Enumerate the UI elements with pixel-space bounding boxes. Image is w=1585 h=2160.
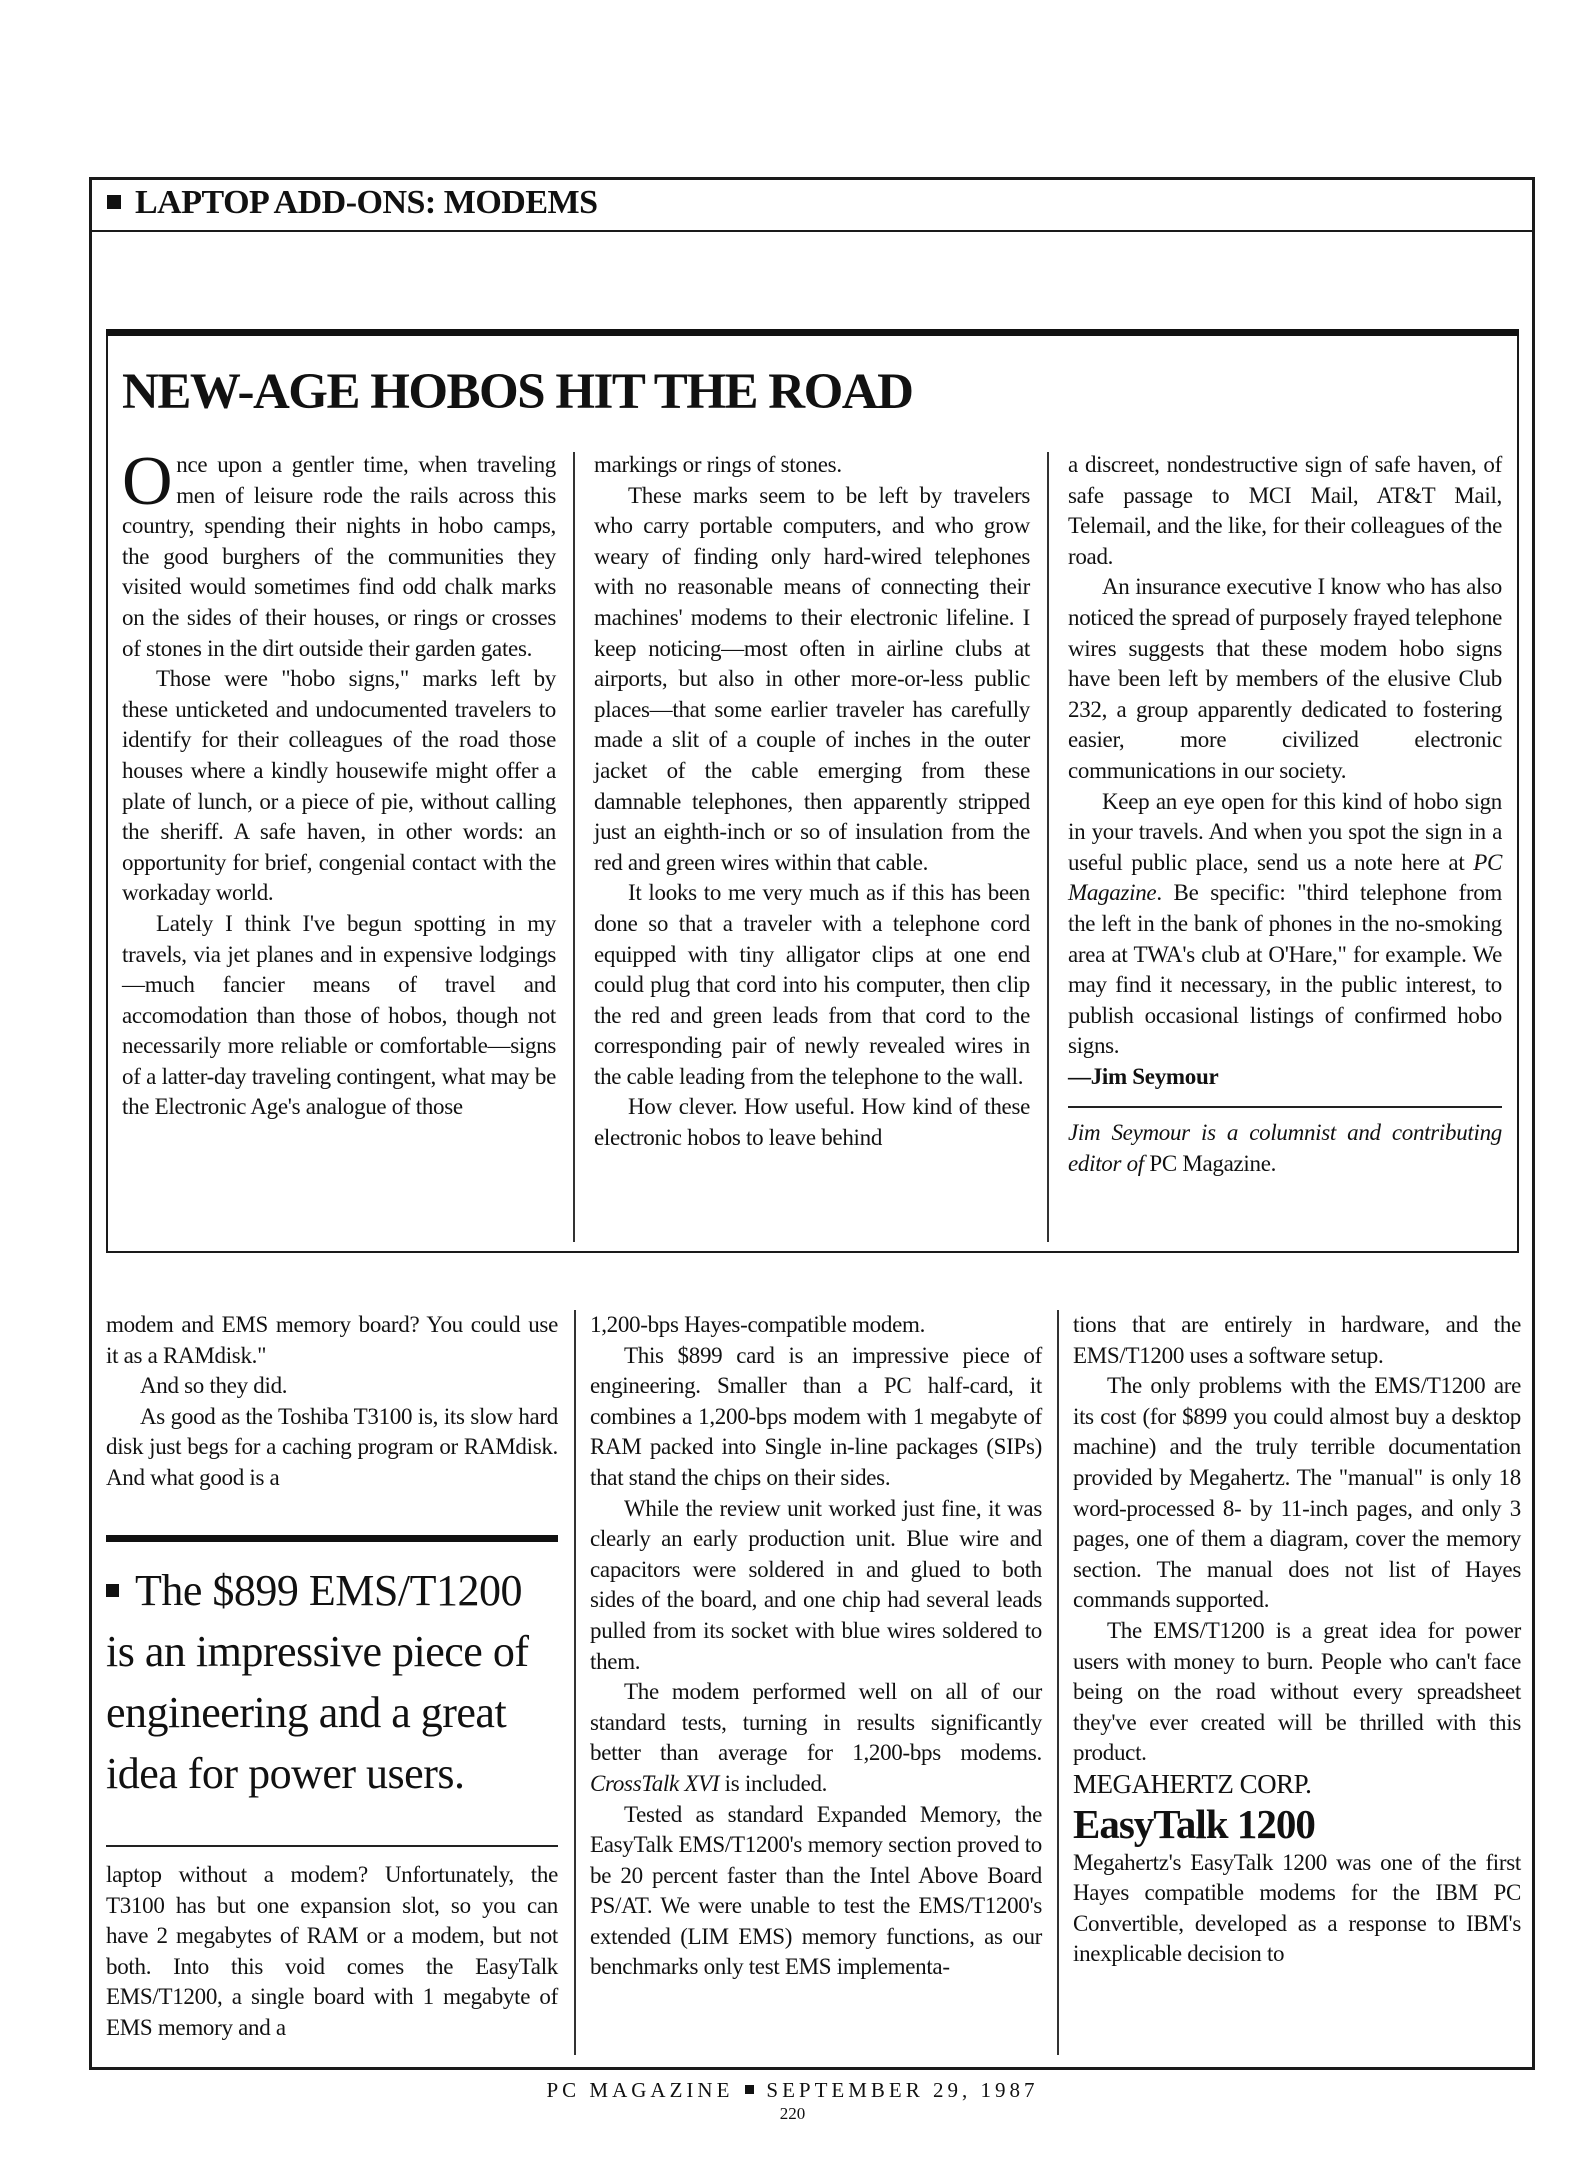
pullquote-bottom-rule: [106, 1845, 558, 1847]
pullquote-rule: [106, 1535, 558, 1542]
paragraph-text: The modem performed well on all of our standard tests, turning in results significantly better than average for 1,200-bps modems.: [590, 1679, 1042, 1766]
company-name: MEGAHERTZ CORP.: [1073, 1768, 1312, 1799]
article-paragraph: modem and EMS memory board? You could use it as a RAMdisk.": [106, 1312, 558, 1368]
sidebar-paragraph: [1068, 787, 1502, 1062]
sidebar-paragraph: markings or rings of stones.: [594, 452, 842, 477]
column-divider: [1047, 452, 1049, 1242]
paragraph-text: Keep an eye open for this kind of hobo sign in your travels. And when you spot the sign in a useful public place, send us a note here at: [1068, 788, 1502, 875]
sidebar-column-2: [594, 450, 1030, 1154]
sidebar-paragraph: These marks seem to be left by travelers who carry portable computers, and who grow weary of finding only hard-wired telephones with no reasonable means of connecting their machines' modems to their electronic lifeline. I keep noticing—most often in airline clubs at airports, but also in other more-or-less public places—that some earlier traveler has carefully made a slit of a couple of inches in the outer jacket of the cable emerging from these damnable telephones, then apparently stripped just an eighth-inch or so of insulation from the red and green wires within that cable.: [594, 482, 1030, 875]
article-paragraph: tions that are entirely in hardware, and the EMS/T1200 uses a software setup.: [1073, 1312, 1521, 1368]
sidebar-paragraph: a discreet, nondestructive sign of safe haven, of safe passage to MCI Mail, AT&T Mail, Telemail, and the like, for their colleagues of the road.: [1068, 452, 1502, 569]
dropcap: O: [122, 443, 173, 520]
sidebar-paragraph: How clever. How useful. How kind of these electronic hobos to leave behind: [594, 1094, 1030, 1151]
article-paragraph: Megahertz's EasyTalk 1200 was one of the first Hayes compatible modems for the IBM PC Convertible, developed as a response to IBM's inexplicable decision to: [1073, 1849, 1521, 1967]
section-title: LAPTOP ADD-ONS: MODEMS: [135, 184, 598, 221]
article-paragraph: laptop without a modem? Unfortunately, the T3100 has but one expansion slot, so you can have 2 megabytes of RAM or a modem, but not both. Into this void comes the EasyTalk EMS/T1200, a single board with 1 megabyte of EMS memory and a: [106, 1862, 558, 2040]
column-divider: [574, 1310, 576, 2055]
sidebar-paragraph: An insurance executive I know who has also noticed the spread of purposely frayed telephone wires suggests that these modem hobo signs have been left by members of the elusive Club 232, a group apparently dedicated to fostering easier, more civilized electronic communications in our society.: [1068, 574, 1502, 783]
sidebar-top-rule: [106, 329, 1519, 336]
author-signature: —Jim Seymour: [1068, 1063, 1219, 1089]
bio-text: Jim Seymour is a columnist and contributing editor of: [1068, 1120, 1502, 1177]
sidebar-title: NEW-AGE HOBOS HIT THE ROAD: [122, 364, 913, 420]
paragraph-text: nce upon a gentler time, when traveling men of leisure rode the rails across this country, spending their nights in hobo camps, the good burghers of the communities they visited would sometimes find odd chalk marks on the sides of their houses, or rings or crosses of stones in the dirt outside their garden gates.: [122, 452, 556, 661]
author-bio: [1068, 1118, 1502, 1179]
sidebar-paragraph: Those were "hobo signs," marks left by these unticketed and undocumented travelers to identify for their colleagues of the road those houses where a kindly housewife might offer a plate of lunch, or a piece of pie, without calling the sheriff. A safe haven, in other words: an opportunity for brief, congenial contact with the workaday world.: [122, 666, 556, 906]
page-number: 220: [779, 2104, 806, 2123]
article-paragraph: And so they did.: [140, 1373, 288, 1399]
pullquote-text: The $899 EMS/T1200 is an impressive piece of engineering and a great idea for power users.: [106, 1566, 529, 1798]
sidebar-column-1: [122, 443, 556, 1123]
article-paragraph: [590, 1677, 1042, 1799]
sidebar-paragraph: [122, 443, 556, 664]
sidebar-paragraph: It looks to me very much as if this has been done so that a traveler with a telephone cord equipped with tiny alligator clips at one end could plug that cord into his computer, then clip the red and green leads from that cord to the corresponding pair of newly revealed wires in the cable leading from the telephone to the wall.: [594, 880, 1030, 1089]
paragraph-text: is included.: [719, 1770, 828, 1796]
article-paragraph: While the review unit worked just fine, it was clearly an early production unit. Blue wire and capacitors were soldered in and glued to both sides of the board, and one chip had several leads pulled from its socket with blue wires soldered to them.: [590, 1495, 1042, 1674]
page-footer: [0, 2078, 1585, 2103]
article-column-1-bottom: [106, 1860, 558, 2044]
article-paragraph: 1,200-bps Hayes-compatible modem.: [590, 1312, 926, 1337]
article-paragraph: This $899 card is an impressive piece of engineering. Smaller than a PC half-card, it combines a 1,200-bps modem with 1 megabyte of RAM packed into Single in-line packages (SIPs) that stand the chips on their sides.: [590, 1342, 1042, 1490]
bullet-square-icon: [106, 1584, 119, 1597]
footer-date: SEPTEMBER 29, 1987: [766, 2078, 1039, 2102]
article-column-2: [590, 1310, 1042, 1983]
footer-magazine: PC MAGAZINE: [546, 2078, 734, 2102]
bio-magazine: PC Magazine.: [1149, 1151, 1277, 1177]
bio-rule: [1068, 1106, 1502, 1108]
article-paragraph: As good as the Toshiba T3100 is, its slow hard disk just begs for a caching program or RAMdisk. And what good is a: [106, 1403, 558, 1490]
column-divider: [573, 452, 575, 1242]
magazine-name: PC Magazine: [1068, 849, 1502, 906]
sidebar-paragraph: Lately I think I've begun spotting in my travels, via jet planes and in expensive lodgings—much fancier means of travel and accomodation than those of hobos, though not necessarily more reliable or comfortable—signs of a latter-day traveling contingent, what may be the Electronic Age's analogue of those: [122, 910, 556, 1120]
article-column-1-top: [106, 1310, 558, 1494]
section-header: [89, 177, 1535, 232]
column-divider: [1057, 1310, 1059, 2055]
bullet-square-icon: [107, 195, 121, 209]
product-name: CrossTalk XVI: [590, 1770, 720, 1796]
article-paragraph: Tested as standard Expanded Memory, the EasyTalk EMS/T1200's memory section proved to be 20 percent faster than the Intel Above Board PS/AT. We were unable to test the EMS/T1200's extended (LIM EMS) memory functions, as our benchmarks only test EMS implementa-: [590, 1801, 1042, 1980]
sidebar-column-3: [1068, 450, 1502, 1180]
article-paragraph: The EMS/T1200 is a great idea for power users with money to burn. People who can't face being on the road without every spreadsheet they've ever created will be thrilled with this product.: [1073, 1617, 1521, 1766]
article-column-3: [1073, 1310, 1521, 1970]
pullquote: [106, 1560, 558, 1804]
bullet-square-icon: [745, 2085, 754, 2094]
product-heading: EasyTalk 1200: [1073, 1800, 1315, 1847]
paragraph-text: . Be specific: "third telephone from the left in the bank of phones in the no-smoking area at TWA's club at O'Hare," for example. We may find it necessary, in the public interest, to publish occasional listings of confirmed hobo signs.: [1068, 880, 1502, 1059]
article-paragraph: The only problems with the EMS/T1200 are its cost (for $899 you could almost buy a desktop machine) and the truly terrible documentation provided by Megahertz. The "manual" is only 18 word-processed 8- by 11-inch pages, and only 3 pages, one of them a diagram, cover the memory section. The manual does not list of Hayes commands supported.: [1073, 1373, 1521, 1613]
